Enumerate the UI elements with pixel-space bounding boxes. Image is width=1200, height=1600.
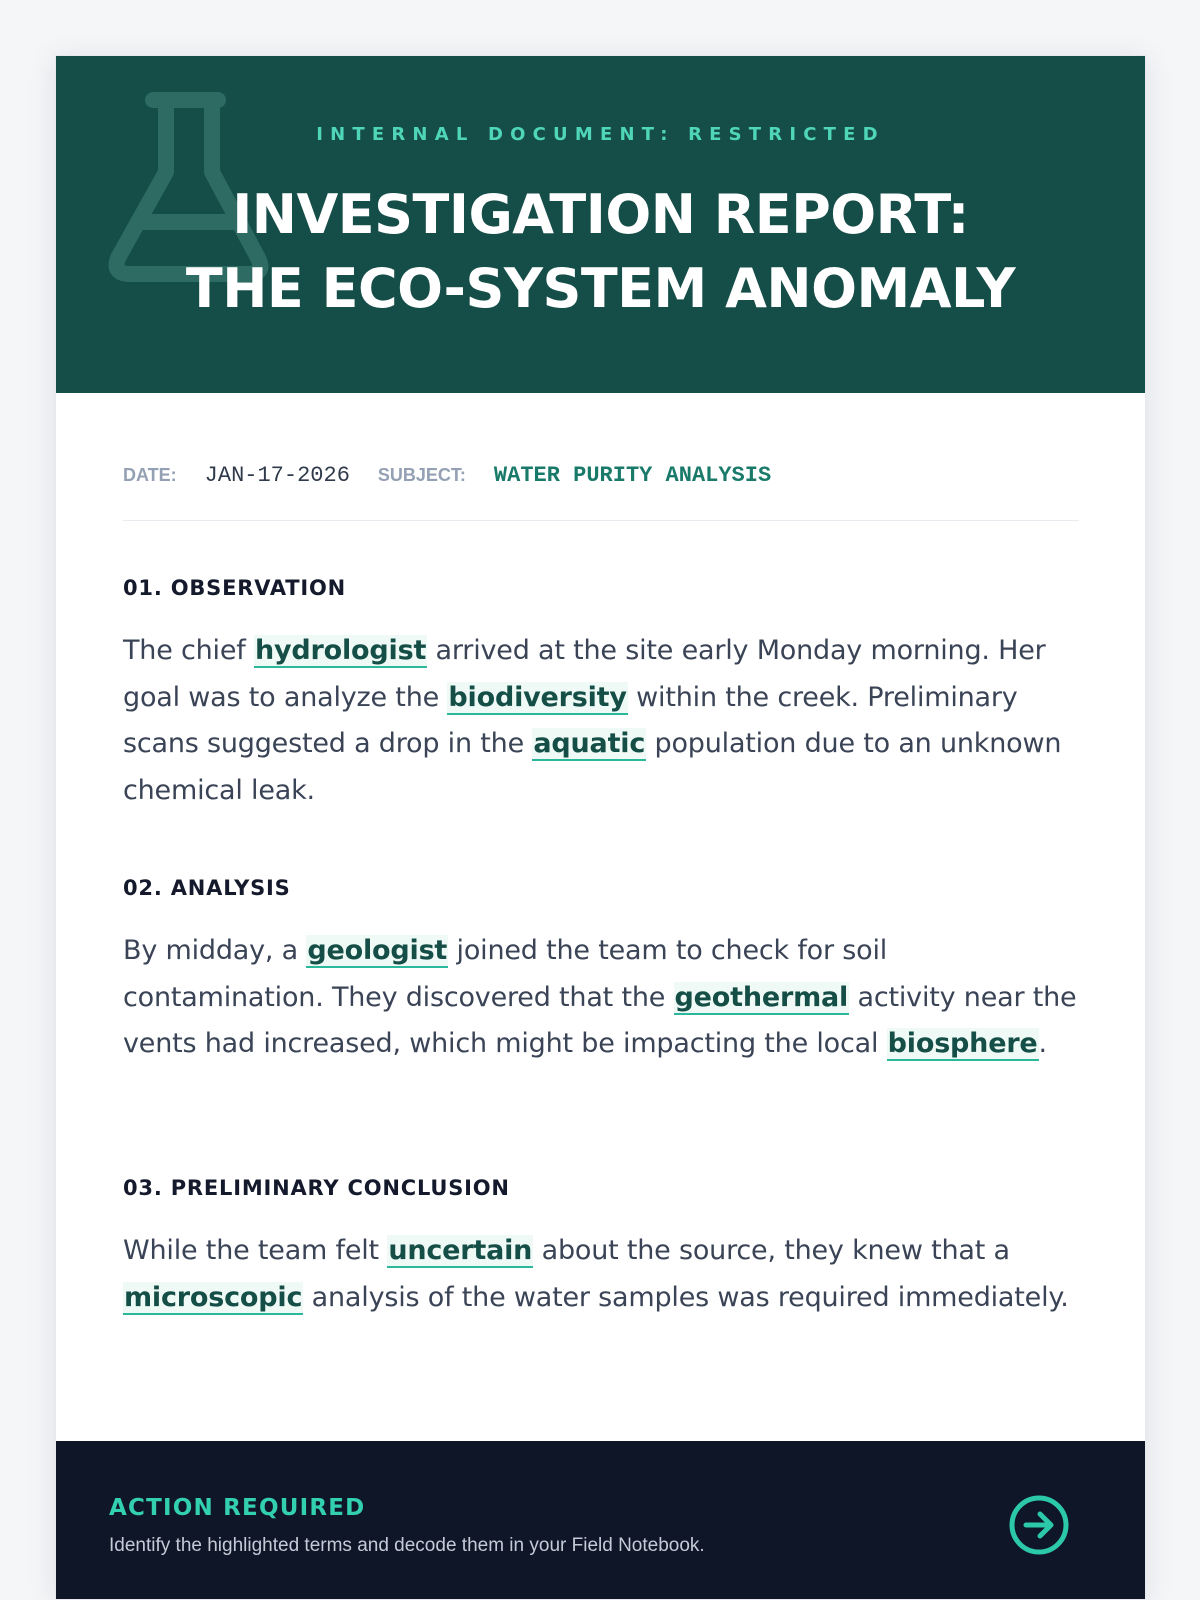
meta-row <box>123 463 771 488</box>
body-text: By midday, a <box>123 935 307 966</box>
body-text: While the team felt <box>123 1235 388 1266</box>
highlighted-term[interactable]: biosphere <box>887 1028 1038 1059</box>
meta-divider <box>123 520 1079 521</box>
action-footer <box>56 1441 1145 1600</box>
body-text: . <box>1038 1028 1047 1059</box>
body-text: The chief <box>123 635 254 666</box>
section-body <box>123 928 1083 1068</box>
section-title: 01. OBSERVATION <box>123 576 347 600</box>
date-value: JAN-17-2026 <box>204 463 350 488</box>
action-text: Identify the highlighted terms and decode them in your Field Notebook. <box>109 1535 705 1556</box>
date-label: DATE: <box>123 465 177 485</box>
highlighted-term[interactable]: uncertain <box>388 1235 533 1266</box>
section-analysis <box>123 876 1083 1068</box>
section-title: 02. ANALYSIS <box>123 876 291 900</box>
title-line-1: INVESTIGATION REPORT: <box>232 183 969 246</box>
body-text: population due to an unknown chemical leak. <box>123 728 1062 806</box>
body-text: about the source, they knew that a <box>533 1235 1010 1266</box>
body-text: analysis of the water samples was required immediately. <box>303 1281 1069 1313</box>
section-body <box>123 628 1083 814</box>
classification-label: INTERNAL DOCUMENT: RESTRICTED <box>316 124 885 145</box>
highlighted-term[interactable]: biodiversity <box>448 681 627 713</box>
subject-label: SUBJECT: <box>377 465 466 485</box>
highlighted-term[interactable]: microscopic <box>124 1281 303 1313</box>
page-title <box>56 178 1145 326</box>
section-conclusion <box>123 1176 1083 1321</box>
highlighted-term[interactable]: geothermal <box>674 981 849 1013</box>
action-title: ACTION REQUIRED <box>109 1495 366 1521</box>
section-title: 03. PRELIMINARY CONCLUSION <box>123 1176 510 1200</box>
body-text: arrived at the site early Monday morning. Her goal was to analyze the <box>123 635 1046 713</box>
section-observation <box>123 576 1083 814</box>
body-text: activity near the vents had increased, which might be impacting the local <box>123 981 1077 1059</box>
report-header <box>56 56 1145 393</box>
arrow-right-circle-icon[interactable] <box>1008 1494 1070 1556</box>
body-text: within the creek. Preliminary scans suggested a drop in the <box>123 681 1018 759</box>
report-card <box>55 55 1146 1600</box>
highlighted-term[interactable]: geologist <box>307 935 448 966</box>
highlighted-term[interactable]: hydrologist <box>254 635 427 666</box>
body-text: joined the team to check for soil contamination. They discovered that the <box>123 935 888 1013</box>
title-line-2: THE ECO-SYSTEM ANOMALY <box>185 257 1016 320</box>
highlighted-term[interactable]: aquatic <box>533 728 646 759</box>
section-body <box>123 1228 1083 1321</box>
subject-value: WATER PURITY ANALYSIS <box>493 463 772 488</box>
